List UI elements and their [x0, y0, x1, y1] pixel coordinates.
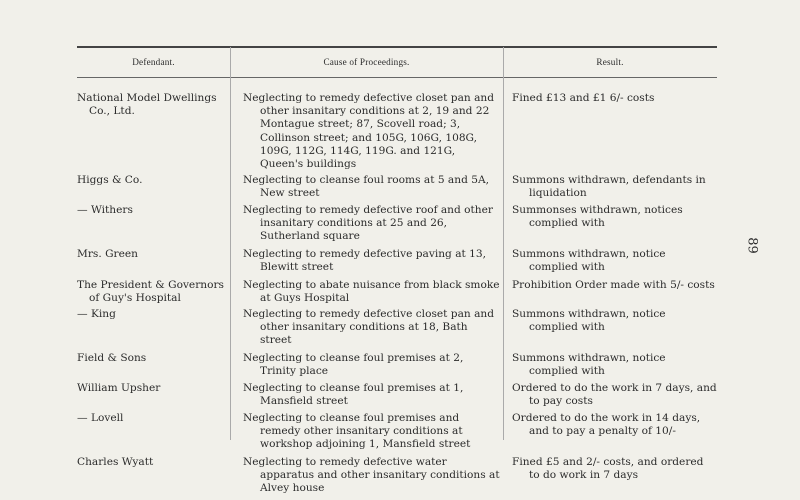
cause-cell: Neglecting to cleanse foul premises and remedy other insanitary conditions at workshop adjoining 1, Mansfield street: [243, 412, 471, 451]
result-cell: Ordered to do the work in 7 days, and to pay costs: [512, 382, 717, 408]
defendant-cell: National Model Dwellings Co., Ltd.: [77, 92, 217, 118]
cause-cell: Neglecting to remedy defective closet pan and other insanitary conditions at 18, Bath street: [243, 308, 494, 347]
header-defendant: Defendant.: [132, 57, 175, 67]
column-divider: [230, 47, 231, 440]
table-header-rule: [77, 77, 717, 78]
defendant-cell: — King: [77, 308, 116, 320]
result-cell: Prohibition Order made with 5/- costs: [512, 279, 715, 291]
header-cause: Cause of Proceedings.: [323, 57, 410, 67]
cause-cell: Neglecting to cleanse foul premises at 2, Trinity place: [243, 352, 464, 378]
defendant-cell: William Upsher: [77, 382, 161, 394]
cause-cell: Neglecting to cleanse foul premises at 1, Mansfield street: [243, 382, 464, 408]
cause-cell: Neglecting to remedy defective closet pan and other insanitary conditions at 2, 19 and 22 Montague street; 87, Scovell road; 3, Collinson street; and 105G, 106G, 108G, 109G, 112G, 114G, 119G. and 121G, Queen's buildings: [243, 92, 494, 171]
result-cell: Summonses withdrawn, notices complied with: [512, 204, 683, 230]
header-result: Result.: [596, 57, 624, 67]
page-number: 89: [744, 237, 760, 254]
result-cell: Summons withdrawn, notice complied with: [512, 352, 666, 378]
cause-cell: Neglecting to abate nuisance from black smoke at Guys Hospital: [243, 279, 500, 305]
defendant-cell: Higgs & Co.: [77, 174, 143, 186]
defendant-cell: Mrs. Green: [77, 248, 138, 260]
cause-cell: Neglecting to cleanse foul rooms at 5 and 5A, New street: [243, 174, 489, 200]
defendant-cell: — Withers: [77, 204, 133, 216]
table-top-rule: [77, 46, 717, 48]
result-cell: Summons withdrawn, notice complied with: [512, 308, 666, 334]
cause-cell: Neglecting to remedy defective paving at 13, Blewitt street: [243, 248, 486, 274]
result-cell: Ordered to do the work in 14 days, and to pay a penalty of 10/-: [512, 412, 701, 438]
defendant-cell: Field & Sons: [77, 352, 147, 364]
defendant-cell: — Lovell: [77, 412, 124, 424]
defendant-cell: Charles Wyatt: [77, 456, 154, 468]
result-cell: Fined £5 and 2/- costs, and ordered to do work in 7 days: [512, 456, 704, 482]
result-cell: Summons withdrawn, notice complied with: [512, 248, 666, 274]
column-divider: [503, 47, 504, 440]
defendant-cell: The President & Governors of Guy's Hospital: [77, 279, 224, 305]
cause-cell: Neglecting to remedy defective roof and other insanitary conditions at 25 and 26, Sutherland square: [243, 204, 493, 243]
cause-cell: Neglecting to remedy defective water apparatus and other insanitary conditions at Alvey house: [243, 456, 500, 495]
result-cell: Summons withdrawn, defendants in liquidation: [512, 174, 706, 200]
result-cell: Fined £13 and £1 6/- costs: [512, 92, 655, 104]
